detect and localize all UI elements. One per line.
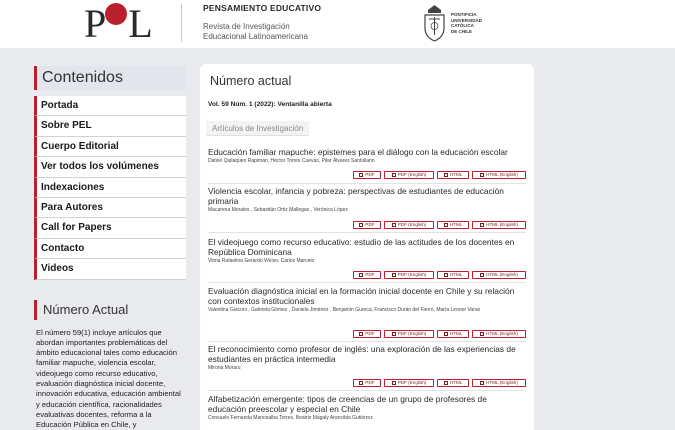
article-divider xyxy=(208,341,526,342)
galley-label: HTML xyxy=(449,331,463,336)
galley-label: HTML (English) xyxy=(486,331,518,336)
sidebar-item-cuerpo-editorial[interactable]: Cuerpo Editorial xyxy=(34,137,186,157)
file-icon xyxy=(392,332,396,336)
article-divider xyxy=(208,282,526,283)
galley-label: HTML (English) xyxy=(486,380,518,385)
uc-crest-icon[interactable] xyxy=(421,4,448,42)
file-icon xyxy=(480,223,484,227)
article-item xyxy=(208,394,526,422)
article-item xyxy=(208,147,526,165)
numero-actual-description: El número 59(1) incluye artículos que abordan importantes problemáticas del ámbito educacional tales como educación familiar mapuche, violencia escolar, videojuego como recurso educativo, evaluación diagnóstica inicial docente, innovación educativa, educación ambiental y educación científica, racionalidades evaluativas docentes, reforma a la Educación Pública en Chile, y xyxy=(36,327,181,430)
file-icon xyxy=(480,381,484,385)
numero-actual-heading: Número Actual xyxy=(34,300,186,320)
page-title: Número actual xyxy=(210,74,292,88)
html-button[interactable] xyxy=(437,379,469,387)
article-title[interactable]: El videojuego como recurso educativo: estudio de las actitudes de los docentes en República Dominicana xyxy=(208,237,515,257)
file-icon xyxy=(359,273,363,277)
file-icon xyxy=(359,223,363,227)
issue-volume[interactable]: Vol. 59 Núm. 1 (2022): Ventanilla abierta xyxy=(208,101,332,108)
galley-label: HTML xyxy=(449,172,463,177)
galley-links xyxy=(353,379,526,387)
file-icon xyxy=(359,173,363,177)
file-icon xyxy=(480,173,484,177)
pel-logo-l: L xyxy=(128,1,151,46)
galley-links xyxy=(353,171,526,179)
university-line: DE CHILE xyxy=(451,28,473,34)
galley-label: PDF (English) xyxy=(397,172,427,177)
article-title[interactable]: Alfabetización emergente: tipos de creencias de un grupo de profesores de educación preescolar y especial en Chile xyxy=(208,394,487,414)
galley-label: HTML (English) xyxy=(486,222,518,227)
pdf-button[interactable] xyxy=(353,221,381,229)
sidebar-nav xyxy=(34,96,186,280)
pdf-english-button[interactable] xyxy=(384,330,434,338)
galley-label: PDF xyxy=(365,222,375,227)
article-authors: Consuelo Fernanda Manosalba Torres, Beatriz Magaly Arancibia Gutiérrez xyxy=(208,415,373,421)
article-item xyxy=(208,286,526,314)
sidebar-item-volumenes[interactable]: Ver todos los volúmenes xyxy=(34,157,186,177)
file-icon xyxy=(392,223,396,227)
html-button[interactable] xyxy=(437,330,469,338)
file-icon xyxy=(359,381,363,385)
sidebar-item-para-autores[interactable]: Para Autores xyxy=(34,198,186,218)
header-divider xyxy=(181,4,182,42)
article-title[interactable]: Educación familiar mapuche: epistemes para el diálogo con la educación escolar xyxy=(208,147,508,157)
galley-label: PDF (English) xyxy=(397,331,427,336)
site-header xyxy=(0,0,675,48)
file-icon xyxy=(444,173,448,177)
file-icon xyxy=(480,332,484,336)
article-authors: Mirona Moraru xyxy=(208,365,241,371)
article-title[interactable]: Violencia escolar, infancia y pobreza: perspectivas de estudiantes de educación primaria xyxy=(208,186,504,206)
file-icon xyxy=(444,332,448,336)
html-english-button[interactable] xyxy=(472,221,526,229)
sidebar-item-portada[interactable]: Portada xyxy=(34,96,186,116)
article-title[interactable]: Evaluación diagnóstica inicial en la formación inicial docente en Chile y su relación con contextos institucionales xyxy=(208,286,515,306)
file-icon xyxy=(359,332,363,336)
galley-label: HTML xyxy=(449,380,463,385)
pdf-button[interactable] xyxy=(353,171,381,179)
article-divider xyxy=(208,232,526,233)
galley-label: PDF (English) xyxy=(397,222,427,227)
pdf-button[interactable] xyxy=(353,379,381,387)
file-icon xyxy=(480,273,484,277)
file-icon xyxy=(392,273,396,277)
journal-subtitle-line1: Revista de Investigación xyxy=(203,22,290,31)
html-english-button[interactable] xyxy=(472,330,526,338)
article-item xyxy=(208,344,526,372)
pdf-english-button[interactable] xyxy=(384,271,434,279)
galley-label: PDF xyxy=(365,172,375,177)
university-line: PONTIFICIA xyxy=(451,12,477,17)
galley-links xyxy=(353,221,526,229)
sidebar-item-call-for-papers[interactable]: Call for Papers xyxy=(34,218,186,238)
pel-logo-globe-icon xyxy=(105,3,127,25)
galley-label: HTML (English) xyxy=(486,272,518,277)
pdf-english-button[interactable] xyxy=(384,379,434,387)
sidebar-item-indexaciones[interactable]: Indexaciones xyxy=(34,178,186,198)
html-button[interactable] xyxy=(437,171,469,179)
sidebar-item-contacto[interactable]: Contacto xyxy=(34,239,186,259)
article-item xyxy=(208,237,526,265)
journal-title: PENSAMIENTO EDUCATIVO xyxy=(203,3,322,13)
pdf-english-button[interactable] xyxy=(384,221,434,229)
galley-label: PDF (English) xyxy=(397,272,427,277)
html-button[interactable] xyxy=(437,221,469,229)
pel-logo[interactable] xyxy=(84,2,164,46)
galley-label: HTML xyxy=(449,272,463,277)
article-authors: Daniel Quilaqueo Rapimán, Héctor Torres Cuevas, Pilar Álvarez Santullano xyxy=(208,158,375,164)
pdf-button[interactable] xyxy=(353,330,381,338)
sidebar-item-sobre-pel[interactable]: Sobre PEL xyxy=(34,116,186,136)
file-icon xyxy=(444,273,448,277)
article-divider xyxy=(208,390,526,391)
pdf-button[interactable] xyxy=(353,271,381,279)
galley-label: HTML (English) xyxy=(486,172,518,177)
sidebar xyxy=(34,66,186,430)
article-authors: Valentina Giaconi , Gabriela Gómez , Daniela Jiménez , Benjamín Gureca, Francisco Durán del Fierro, María Leonor Varas xyxy=(208,307,481,313)
galley-label: PDF xyxy=(365,272,375,277)
html-english-button[interactable] xyxy=(472,379,526,387)
university-line: CATÓLICA xyxy=(451,23,474,28)
galley-label: PDF (English) xyxy=(397,380,427,385)
galley-label: PDF xyxy=(365,380,375,385)
pdf-english-button[interactable] xyxy=(384,171,434,179)
file-icon xyxy=(392,173,396,177)
section-heading: Artículos de Investigación xyxy=(206,121,309,136)
html-button[interactable] xyxy=(437,271,469,279)
html-english-button[interactable] xyxy=(472,271,526,279)
journal-subtitle-line2: Educacional Latinoamericana xyxy=(203,32,308,41)
html-english-button[interactable] xyxy=(472,171,526,179)
galley-links xyxy=(353,330,526,338)
galley-label: HTML xyxy=(449,222,463,227)
article-title[interactable]: El reconocimiento como profesor de inglés: una exploración de las experiencias de estudiantes en práctica intermedia xyxy=(208,344,516,364)
article-item xyxy=(208,186,526,214)
file-icon xyxy=(444,381,448,385)
university-line: UNIVERSIDAD xyxy=(451,17,483,23)
galley-label: PDF xyxy=(365,331,375,336)
article-authors: Macarena Morales , Sebastián Ortiz Mallegas , Verónica López xyxy=(208,207,348,213)
article-authors: Vilma Rafaelina Gerardo Weiso, Carlos Marcelo xyxy=(208,258,315,264)
file-icon xyxy=(392,381,396,385)
file-icon xyxy=(444,223,448,227)
main-content xyxy=(200,64,534,430)
university-name xyxy=(451,12,482,34)
sidebar-title: Contenidos xyxy=(34,66,186,90)
galley-links xyxy=(353,271,526,279)
pel-logo-p: P xyxy=(84,1,105,46)
sidebar-item-videos[interactable]: Videos xyxy=(34,259,186,279)
article-divider xyxy=(208,183,526,184)
